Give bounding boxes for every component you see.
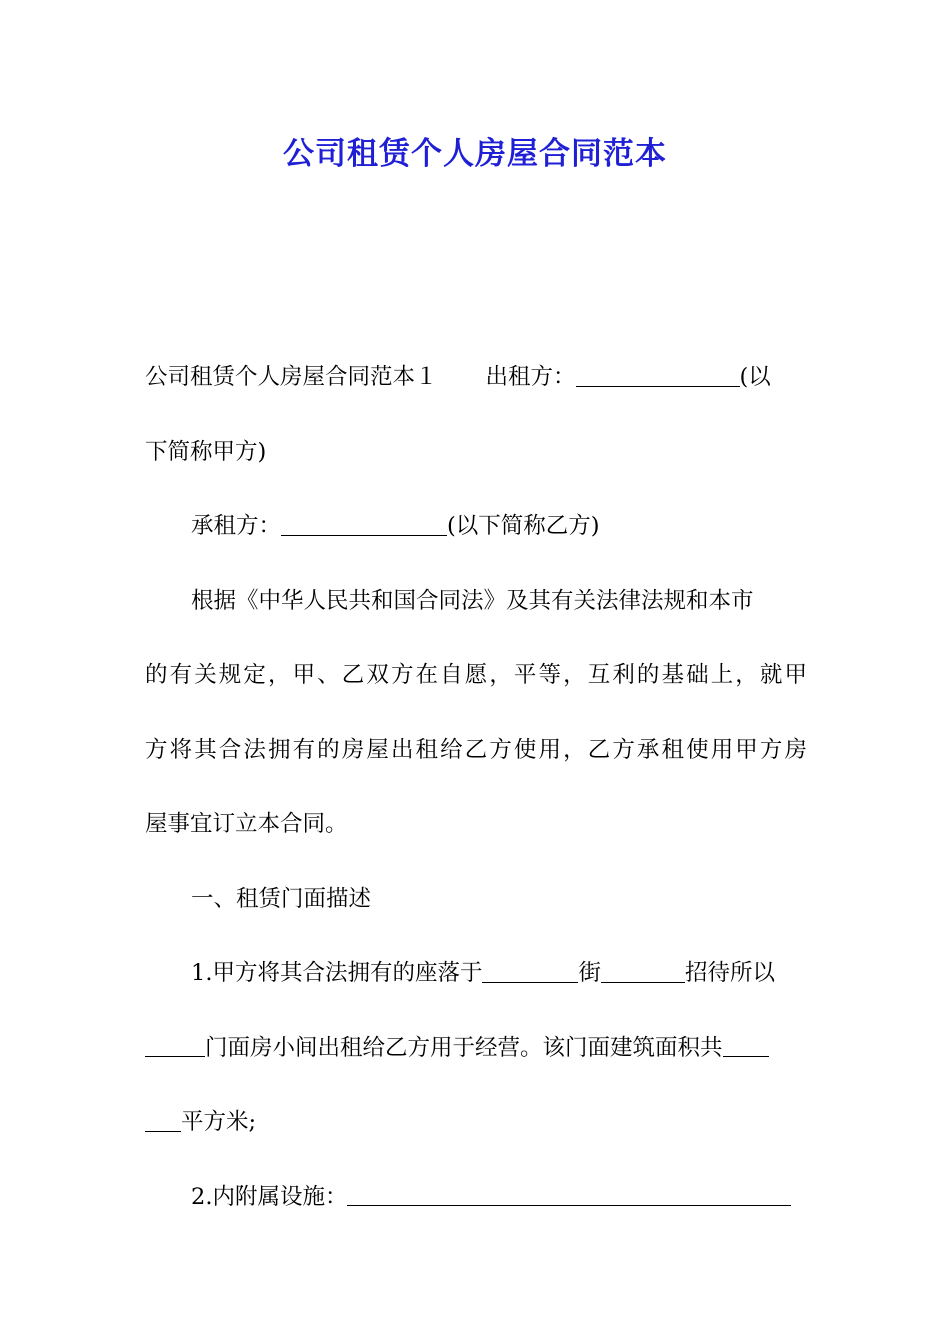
room-blank <box>145 1034 205 1058</box>
street-text: 街 <box>578 960 601 986</box>
lessor-label: 出租方： <box>485 364 576 390</box>
paragraph-line-11 <box>145 1085 807 1160</box>
paragraph-line-4: 根据《中华人民共和国合同法》及其有关法律法规和本市 <box>191 587 754 614</box>
document-body <box>145 340 807 1234</box>
lessee-blank <box>281 512 447 536</box>
lessee-suffix: (以下简称乙方) <box>447 513 600 539</box>
paragraph-line-5: 的有关规定，甲、乙双方在自愿，平等，互利的基础上，就甲 <box>145 662 807 688</box>
document-title: 公司租赁个人房屋合同范本 <box>283 136 667 172</box>
lessee-label: 承租方： <box>191 513 282 539</box>
hostel-text: 招待所以 <box>684 960 775 986</box>
section-heading: 一、租赁门面描述 <box>191 885 372 912</box>
room-text: 门面房小间出租给乙方用于经营。该门面建筑面积共 <box>205 1034 723 1061</box>
lessor-blank <box>576 363 740 387</box>
contract-label: 公司租赁个人房屋合同范本１ <box>145 364 438 390</box>
paragraph-line-7: 屋事宜订立本合同。 <box>145 811 348 837</box>
paragraph-line-1 <box>145 340 807 415</box>
area-blank-end <box>145 1108 181 1132</box>
area-unit: 平方米; <box>181 1109 257 1135</box>
street-blank <box>601 959 685 983</box>
facilities-label: 2.内附属设施： <box>191 1183 348 1210</box>
location-blank <box>482 959 578 983</box>
area-blank-start <box>723 1034 769 1058</box>
location-text: 1.甲方将其合法拥有的座落于 <box>191 960 483 986</box>
paragraph-line-3 <box>145 489 807 564</box>
paragraph-line-2: 下简称甲方) <box>145 438 267 465</box>
lessor-suffix: (以 <box>739 364 771 390</box>
paragraph-line-12 <box>145 1160 807 1235</box>
paragraph-line-10 <box>145 1011 807 1086</box>
paragraph-line-6: 方将其合法拥有的房屋出租给乙方使用，乙方承租使用甲方房 <box>145 736 807 763</box>
paragraph-line-9 <box>145 936 807 1011</box>
facilities-blank <box>347 1183 791 1207</box>
